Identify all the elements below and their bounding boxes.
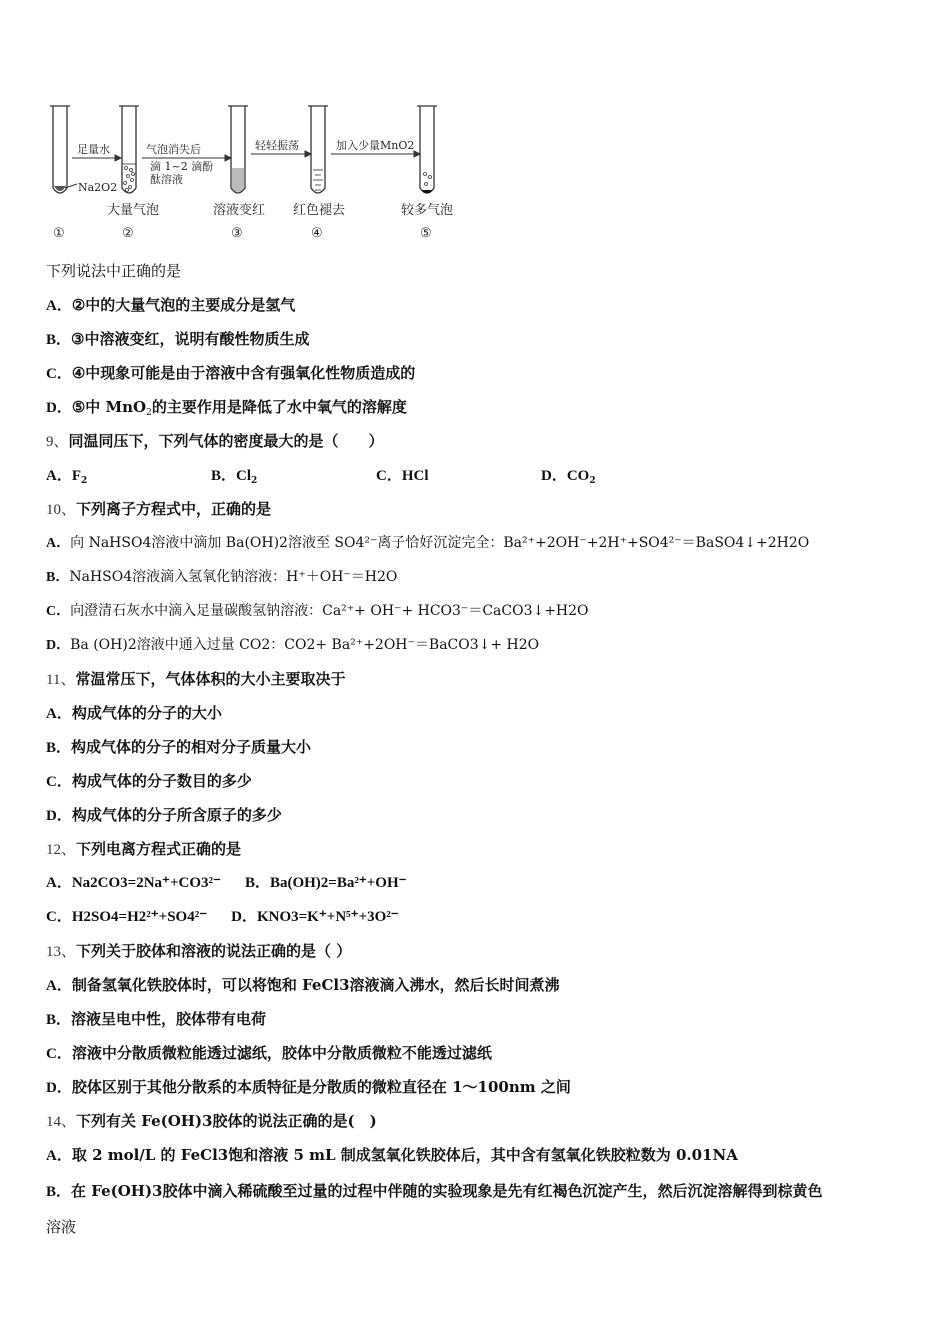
q13-option-a: A．制备氢氧化铁胶体时，可以将饱和 FeCl3溶液滴入沸水，然后长时间煮沸 xyxy=(46,976,560,994)
q13-option-b: B．溶液呈电中性，胶体带有电荷 xyxy=(46,1010,267,1028)
arrow-label-2b: 滴 1~2 滴酚 xyxy=(150,160,214,173)
arrow-label-2c: 酞溶液 xyxy=(150,173,183,186)
q9-option-a: A．$F_2$ xyxy=(46,468,88,486)
q12-option-a: A．Na2CO3=2Na⁺+CO3²⁻ xyxy=(46,875,221,891)
q12-stem: 12、下列电离方程式正确的是 xyxy=(46,840,242,858)
step-label-3: 溶液变红 xyxy=(213,203,266,218)
q8-option-b: B．③中溶液变红，说明有酸性物质生成 xyxy=(46,330,310,348)
step-marker-1: ① xyxy=(53,226,65,241)
step-marker-5: ⑤ xyxy=(420,226,432,241)
q14-option-b: B．在 Fe(OH)3胶体中滴入稀硫酸至过量的过程中伴随的实验现象是先有红褐色沉淀产生，然后沉淀溶解得到棕黄色 xyxy=(46,1182,823,1200)
q12-option-d: D．KNO3=K⁺+N⁵⁺+3O²⁻ xyxy=(231,909,399,925)
q11-stem: 11、常温常压下，气体体积的大小主要取决于 xyxy=(46,670,346,688)
q11-option-d: D．构成气体的分子所含原子的多少 xyxy=(46,806,282,824)
step-marker-2: ② xyxy=(122,226,134,241)
step-label-2: 大量气泡 xyxy=(107,203,160,218)
step-marker-4: ④ xyxy=(311,226,323,241)
q11-option-b: B．构成气体的分子的相对分子质量大小 xyxy=(46,738,312,756)
q9-option-b: B．$Cl_2$ xyxy=(211,468,258,486)
option-key: A． xyxy=(46,298,72,314)
experiment-diagram xyxy=(45,100,475,245)
q8-option-a: A．②中的大量气泡的主要成分是氢气 xyxy=(46,296,296,314)
reagent-label: Na2O2 xyxy=(78,181,118,194)
step-label-5: 较多气泡 xyxy=(401,203,454,218)
q14-stem: 14、下列有关 Fe(OH)3胶体的说法正确的是( ) xyxy=(46,1112,377,1130)
q11-option-a: A．构成气体的分子的大小 xyxy=(46,704,222,722)
q12-options-cd xyxy=(46,907,399,927)
arrow-label-4: 加入少量MnO2 xyxy=(336,139,415,152)
q13-option-d: D．胶体区别于其他分散系的本质特征是分散质的微粒直径在 1～100nm 之间 xyxy=(46,1078,571,1096)
q10-option-b: B．NaHSO4溶液滴入氢氧化钠溶液：H⁺＋OH⁻＝H2O xyxy=(46,569,398,585)
q9-options xyxy=(46,465,596,486)
q9-option-d: D．$CO_2$ xyxy=(541,468,596,486)
q8-stem: 下列说法中正确的是 xyxy=(46,262,182,280)
q8-option-c: C．④中现象可能是由于溶液中含有强氧化性物质造成的 xyxy=(46,364,416,382)
q12-option-c: C．H2SO4=H2²⁺+SO4²⁻ xyxy=(46,909,208,925)
q14-option-a: A．取 2 mol/L 的 FeCl3饱和溶液 5 mL 制成氢氧化铁胶体后，其中含有氢氧化铁胶粒数为 0.01NA xyxy=(46,1146,738,1164)
q13-stem: 13、下列关于胶体和溶液的说法正确的是（ ） xyxy=(46,942,352,960)
q13-option-c: C．溶液中分散质微粒能透过滤纸，胶体中分散质微粒不能透过滤纸 xyxy=(46,1044,492,1062)
arrow-label-2: 气泡消失后 xyxy=(146,143,201,156)
q10-stem: 10、下列离子方程式中，正确的是 xyxy=(46,500,272,518)
q9-option-c: C．HCl xyxy=(376,468,429,484)
arrow-label-1: 足量水 xyxy=(77,143,110,156)
q11-option-c: C．构成气体的分子数目的多少 xyxy=(46,772,252,790)
q10-option-c: C．向澄清石灰水中滴入足量碳酸氢钠溶液：Ca²⁺+ OH⁻+ HCO3⁻＝CaCO3↓+H2O xyxy=(46,603,589,619)
q9-stem: 9、同温同压下，下列气体的密度最大的是（ ） xyxy=(46,432,384,450)
q8-option-d: D．⑤中 MnO$_2$的主要作用是降低了水中氧气的溶解度 xyxy=(46,398,407,418)
arrow-label-3: 轻轻振荡 xyxy=(255,139,299,152)
q10-option-d: D．Ba (OH)2溶液中通入过量 CO2：CO2+ Ba²⁺+2OH⁻＝BaCO3↓+ H2O xyxy=(46,637,540,653)
q12-options-ab xyxy=(46,873,407,893)
step-marker-3: ③ xyxy=(231,226,243,241)
q10-option-a: A．向 NaHSO4溶液中滴加 Ba(OH)2溶液至 SO4²⁻离子恰好沉淀完全：Ba²⁺+2OH⁻+2H⁺+SO4²⁻＝BaSO4↓+2H2O xyxy=(46,535,810,551)
q14-option-b-cont: 溶液 xyxy=(46,1218,77,1236)
q12-option-b: B．Ba(OH)2=Ba²⁺+OH⁻ xyxy=(244,875,407,891)
step-label-4: 红色褪去 xyxy=(293,203,346,218)
